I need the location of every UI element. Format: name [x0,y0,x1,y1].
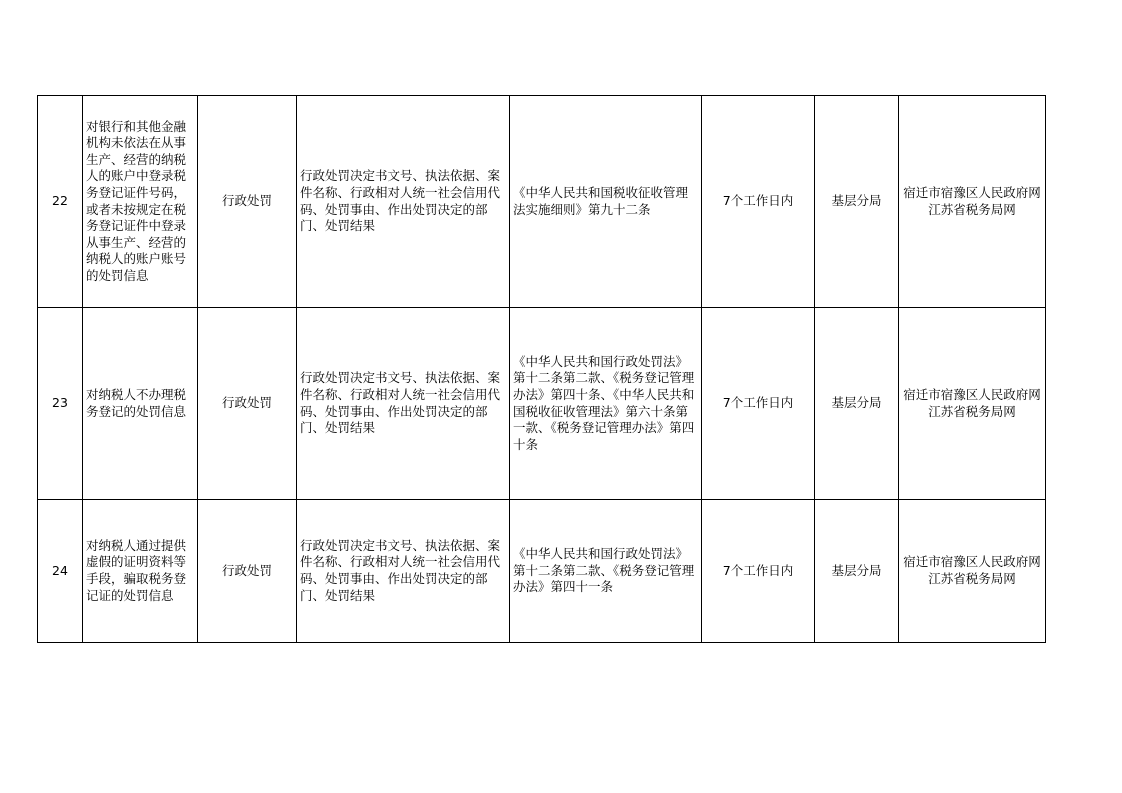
disclosure-channel [899,96,1046,308]
channel-line: 江苏省税务局网 [928,571,1016,586]
disclosure-category: 行政处罚 [198,96,297,308]
disclosure-item: 对纳税人不办理税务登记的处罚信息 [83,308,198,500]
disclosure-category: 行政处罚 [198,500,297,643]
legal-basis: 《中华人民共和国行政处罚法》第十二条第二款、《税务登记管理办法》第四十一条 [510,500,702,643]
time-limit: 7个工作日内 [702,96,815,308]
legal-basis: 《中华人民共和国税收征收管理法实施细则》第九十二条 [510,96,702,308]
row-number: 22 [38,96,83,308]
disclosure-content: 行政处罚决定书文号、执法依据、案件名称、行政相对人统一社会信用代码、处罚事由、作出处罚决定的部门、处罚结果 [297,308,510,500]
channel-line: 江苏省税务局网 [928,403,1016,419]
row-number: 24 [38,500,83,643]
table-row [38,308,1046,500]
channel-line: 宿迁市宿豫区人民政府网 [903,554,1041,570]
responsible-department: 基层分局 [815,500,899,643]
disclosure-content: 行政处罚决定书文号、执法依据、案件名称、行政相对人统一社会信用代码、处罚事由、作出处罚决定的部门、处罚结果 [297,96,510,308]
disclosure-category: 行政处罚 [198,308,297,500]
disclosure-channel [899,308,1046,500]
time-limit: 7个工作日内 [702,308,815,500]
responsible-department: 基层分局 [815,308,899,500]
channel-line: 宿迁市宿豫区人民政府网 [903,386,1041,402]
time-limit: 7个工作日内 [702,500,815,643]
channel-line: 宿迁市宿豫区人民政府网 [903,184,1041,200]
table-row [38,96,1046,308]
disclosure-table [37,95,1046,643]
responsible-department: 基层分局 [815,96,899,308]
disclosure-item: 对银行和其他金融机构未依法在从事生产、经营的纳税人的账户中登录税务登记证件号码，或者未按规定在税务登记证件中登录从事生产、经营的纳税人的账户账号的处罚信息 [83,96,198,308]
legal-basis: 《中华人民共和国行政处罚法》第十二条第二款、《税务登记管理办法》第四十条、《中华人民共和国税收征收管理法》第六十条第一款、《税务登记管理办法》第四十条 [510,308,702,500]
table-row [38,500,1046,643]
disclosure-content: 行政处罚决定书文号、执法依据、案件名称、行政相对人统一社会信用代码、处罚事由、作出处罚决定的部门、处罚结果 [297,500,510,643]
disclosure-item: 对纳税人通过提供虚假的证明资料等手段，骗取税务登记证的处罚信息 [83,500,198,643]
channel-line: 江苏省税务局网 [928,201,1016,217]
disclosure-channel [899,500,1046,643]
row-number: 23 [38,308,83,500]
